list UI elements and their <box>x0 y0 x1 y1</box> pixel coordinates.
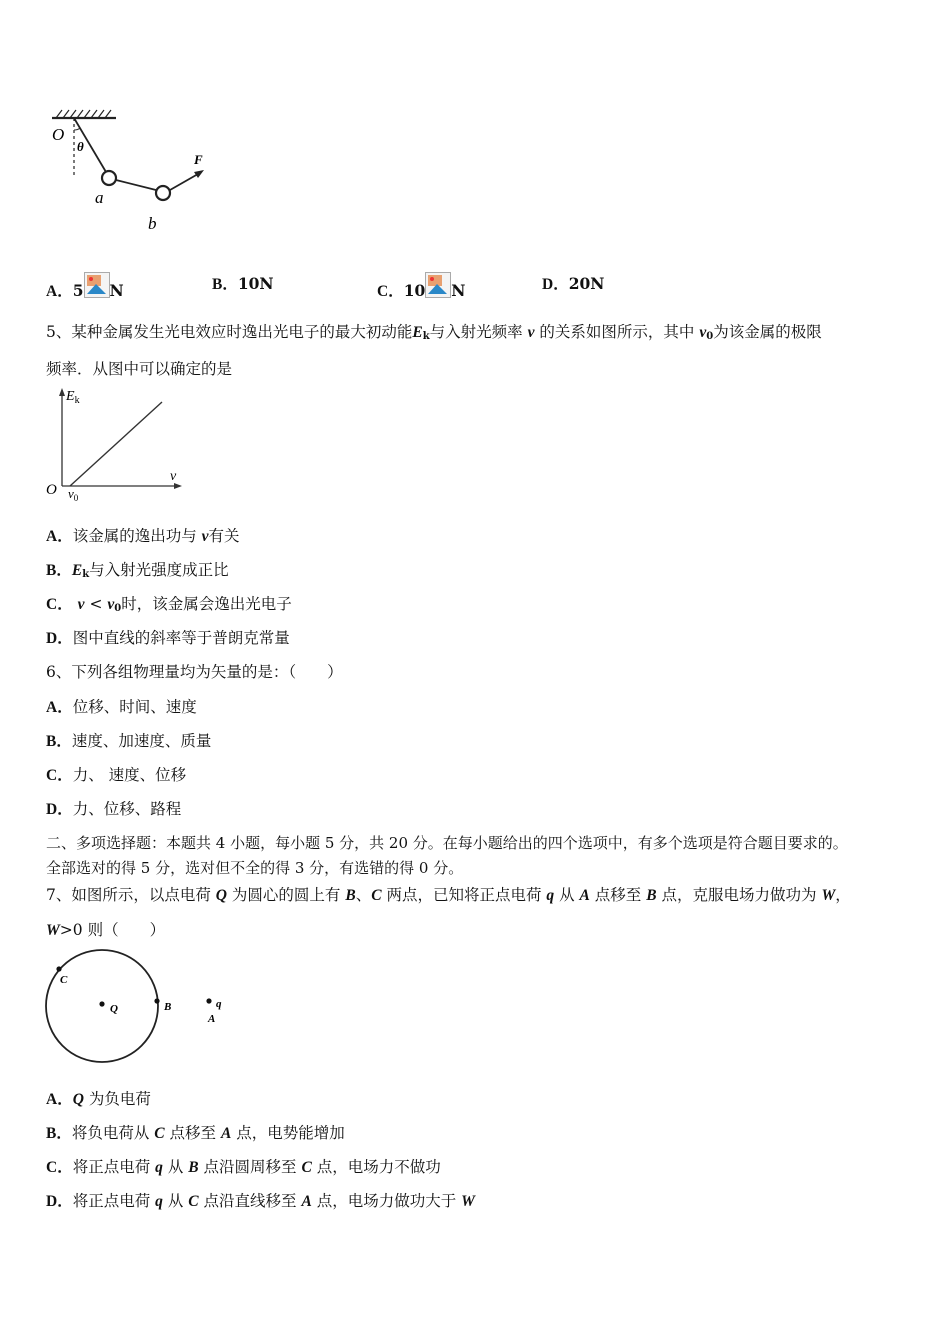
point-Q-label: Q <box>110 1003 118 1015</box>
variable: C <box>301 1159 312 1176</box>
nu0-label: $\nu_0$ <box>68 486 79 502</box>
q7-stem-line2: W>0 则（ ） <box>46 921 166 939</box>
q4-option-a[interactable]: A．5 N <box>46 272 124 301</box>
q5-stem-line2: 频率．从图中可以确定的是 <box>46 360 233 378</box>
q7-stem-line1: 7、如图所示，以点电荷 Q 为圆心的圆上有 B、C 两点，已知将正点电荷 q 从 A 点移至 B 点，克服电场力做功为 W， <box>46 886 851 904</box>
label-F: F <box>194 152 203 167</box>
q5-option-a[interactable]: A．该金属的逸出功与 ν有关 <box>46 527 240 545</box>
pendulum-figure <box>46 108 236 243</box>
q5-option-b[interactable]: B．$E_k$与入射光强度成正比 <box>46 561 229 580</box>
y-axis-label: $E_k$ <box>66 389 80 406</box>
variable: C <box>154 1125 165 1142</box>
label-a: a <box>95 188 104 207</box>
option-text: 将正点电荷 <box>72 1192 156 1210</box>
q7-option-b[interactable] <box>46 1121 345 1143</box>
point-B-label: B <box>164 1001 172 1013</box>
broken-image-icon <box>425 272 451 298</box>
label-O: O <box>52 125 65 144</box>
option-label: C． <box>46 1159 73 1176</box>
option-text: 点移至 <box>164 1124 221 1142</box>
q5-stem-line1: 5、某种金属发生光电效应时逸出光电子的最大初动能$E_k$与入射光频率 ν 的关系如图所示，其中 $\nu_0$为该金属的极限 <box>46 323 822 342</box>
variable: q <box>155 1193 163 1210</box>
point-C-label: C <box>60 974 68 986</box>
variable: B <box>188 1159 199 1176</box>
option-text: 为负电荷 <box>83 1090 151 1108</box>
option-text: 点，电势能增加 <box>231 1124 345 1142</box>
section2-line2: 全部选对的得 5 分，选对但不全的得 3 分，有选错的得 0 分。 <box>46 859 464 877</box>
ek-nu-graph <box>44 386 194 502</box>
section2-line1: 二、多项选择题：本题共 4 小题，每小题 5 分，共 20 分。在每小题给出的四个选项中，有多个选项是符合题目要求的。 <box>46 834 848 852</box>
variable: A <box>301 1193 312 1210</box>
q7-option-c[interactable] <box>46 1155 441 1177</box>
q4-option-c[interactable]: C．10 N <box>377 272 465 301</box>
variable: A <box>220 1125 232 1142</box>
q5-option-c[interactable]: C． $\nu < \nu_0$时，该金属会逸出光电子 <box>46 595 292 614</box>
option-label: A． <box>46 1091 73 1108</box>
variable: Q <box>72 1091 84 1108</box>
variable: C <box>188 1193 199 1210</box>
q6-option-c[interactable]: C．力、 速度、位移 <box>46 766 187 784</box>
origin-label: O <box>46 482 57 498</box>
q4-option-b[interactable]: B．10N <box>212 274 274 293</box>
option-text: 点，电场力不做功 <box>311 1158 441 1176</box>
label-b: b <box>148 214 157 233</box>
option-label: B． <box>46 1125 72 1142</box>
q6-stem: 6、下列各组物理量均为矢量的是：（ ） <box>46 663 343 681</box>
option-text: 从 <box>162 1192 189 1210</box>
q7-option-d[interactable] <box>46 1189 475 1211</box>
charge-q-label: q <box>216 998 222 1010</box>
option-text: 点沿圆周移至 <box>198 1158 302 1176</box>
q7-option-a[interactable] <box>46 1087 151 1109</box>
option-text: 将负电荷从 <box>71 1124 155 1142</box>
option-text: 从 <box>162 1158 189 1176</box>
q6-option-a[interactable]: A．位移、时间、速度 <box>46 698 197 716</box>
option-text: 点，电场力做功大于 <box>311 1192 462 1210</box>
q4-option-d[interactable]: D．20N <box>542 274 605 293</box>
option-text: 将正点电荷 <box>72 1158 156 1176</box>
broken-image-icon <box>84 272 110 298</box>
q5-option-d[interactable]: D．图中直线的斜率等于普朗克常量 <box>46 629 290 647</box>
option-text: 点沿直线移至 <box>198 1192 302 1210</box>
x-axis-label: ν <box>170 469 177 484</box>
variable: W <box>461 1193 475 1210</box>
point-A-label: A <box>208 1013 216 1025</box>
circle-charge-figure <box>40 946 240 1068</box>
q6-option-d[interactable]: D．力、位移、路程 <box>46 800 182 818</box>
label-theta: θ <box>77 139 84 154</box>
q6-option-b[interactable]: B．速度、加速度、质量 <box>46 732 212 750</box>
variable: q <box>155 1159 163 1176</box>
option-label: D． <box>46 1193 73 1210</box>
